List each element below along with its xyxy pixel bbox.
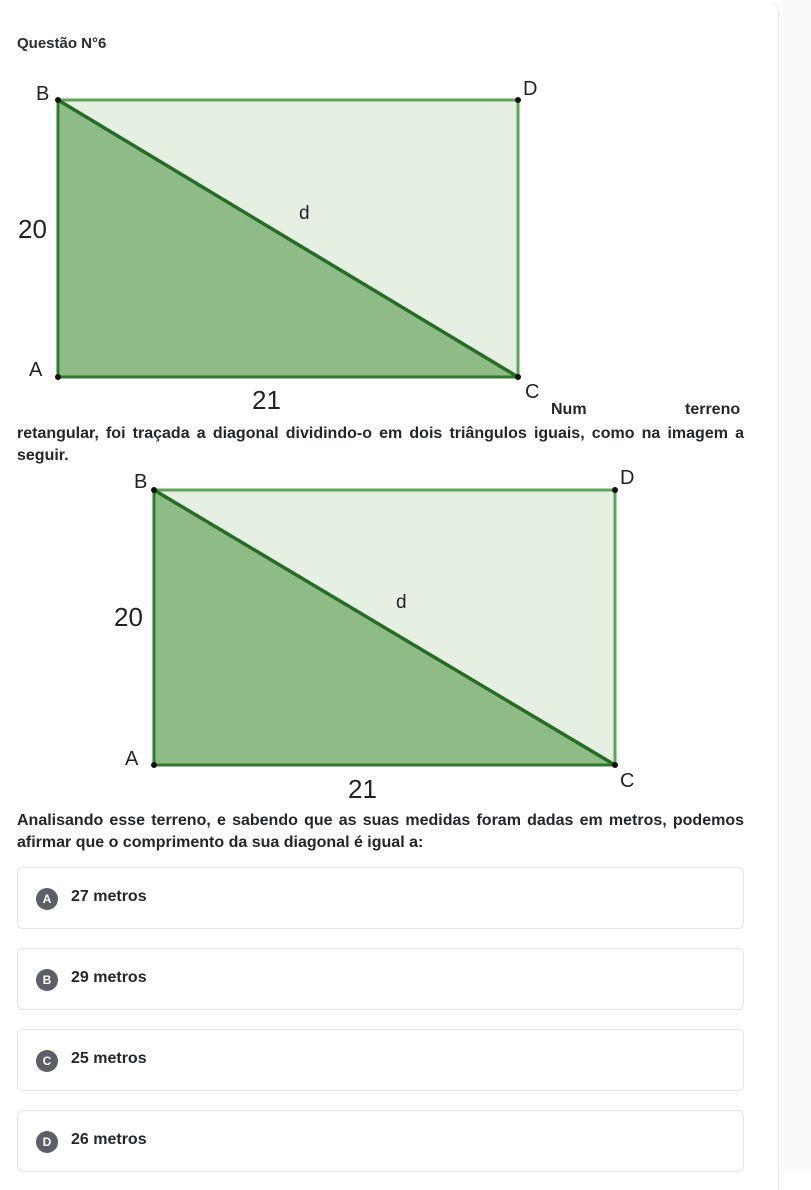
option-a-letter: A [36,888,58,910]
label-c-2: C [620,770,635,792]
question-prompt: Analisando esse terreno, e sabendo que as suas medidas foram dadas em metros, podemos afirmar que o comprimento da sua diagonal é igual a: [17,812,744,851]
label-b-2: B [134,471,148,493]
label-diagonal: d [299,203,310,224]
option-c-letter: C [36,1050,58,1072]
option-b-text: 29 metros [71,969,147,986]
label-a-2: A [125,748,139,770]
option-b[interactable] [17,948,744,1010]
option-b-letter: B [36,969,58,991]
option-a[interactable] [17,867,744,929]
label-a: A [29,359,43,381]
label-d-2: D [620,467,635,489]
option-c-text: 25 metros [71,1050,147,1067]
label-width: 21 [252,385,281,415]
label-height-2: 20 [114,602,143,632]
question-title: Questão N°6 [17,35,107,52]
label-d: D [523,78,538,100]
option-d[interactable] [17,1110,744,1172]
option-a-text: 27 metros [71,888,147,905]
label-c: C [525,381,540,403]
label-height: 20 [18,214,47,244]
intro-word-terreno: terreno [685,401,741,418]
label-b: B [36,83,50,105]
label-width-2: 21 [348,774,377,804]
intro-word-num: Num [551,401,587,418]
option-c[interactable] [17,1029,744,1091]
question-intro: retangular, foi traçada a diagonal dividindo-o em dois triângulos iguais, como na imagem a seguir. [17,425,744,464]
option-d-letter: D [36,1131,58,1153]
label-diagonal-2: d [396,592,407,613]
option-d-text: 26 metros [71,1131,147,1148]
